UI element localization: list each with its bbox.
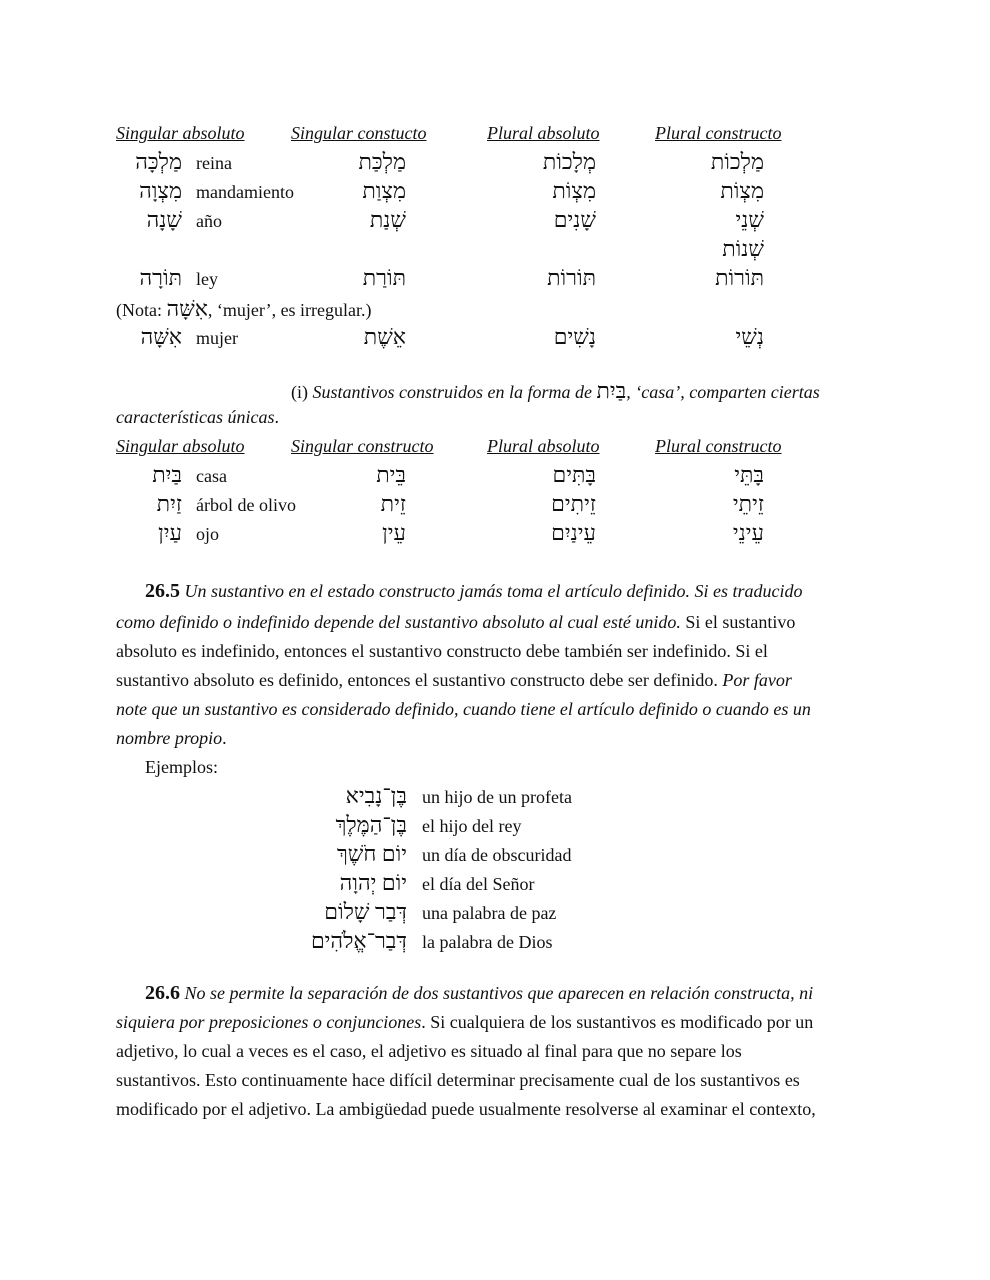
table2-row2-gloss: árbol de olivo (196, 495, 296, 515)
table2-row1-plural-construct: בָּתֵּי (734, 462, 764, 487)
section-26-5-line3: absoluto es indefinido, entonces el sustantivo constructo debe también ser indefinido. Si el (116, 641, 768, 661)
table2-row2-plural-absolute: זֵיתִים (551, 491, 596, 516)
table2-row2-singular-absolute: זַיִת (156, 491, 182, 516)
section-26-6-line1 (145, 982, 813, 1005)
section-26-5-line6 (116, 728, 227, 749)
section-26-5-l1: Un sustantivo en el estado constructo jamás toma el artículo definido. Si es traducido (180, 581, 803, 601)
table1-irregular-gloss: mujer (196, 328, 238, 348)
table2-row2-plural-construct: זֵיתֵי (732, 491, 764, 516)
section-26-6-l1: No se permite la separación de dos sustantivos que aparecen en relación constructa, ni (180, 983, 814, 1003)
table1-row4-singular-absolute: תּוֹרָה (139, 265, 182, 290)
section-26-5-line5: note que un sustantivo es considerado definido, cuando tiene el artículo definido o cuando es un (116, 699, 811, 719)
table1-row3-singular-absolute: שָׁנָה (146, 207, 182, 232)
section-26-5-l2-normal: Si el sustantivo (680, 612, 796, 632)
example-4-hebrew: יוֹם יְהוָה (339, 870, 407, 895)
table2-row3-plural-absolute: עֵינַיִם (551, 520, 596, 545)
table2-row1-gloss: casa (196, 466, 227, 486)
table1-irregular-singular-absolute: אִשָּׁה (140, 324, 182, 349)
table2-row3-singular-construct: עֵין (382, 520, 406, 545)
example-6-hebrew: דְּבַר־אֱלֹהִים (310, 928, 407, 953)
table2-row1-plural-absolute: בָּתִּים (552, 462, 596, 487)
section-26-5-l6-end: . (222, 728, 227, 748)
section-26-5-line2 (116, 612, 795, 633)
table1-row3-plural-construct: שְׁנֵי (735, 207, 764, 232)
section-26-6-line4: sustantivos. Esto continuamente hace difícil determinar precisamente cual de los sustantivos es (116, 1070, 800, 1090)
example-2-gloss: el hijo del rey (422, 816, 522, 836)
example-1-hebrew: בֶּן־נָבִיא (345, 783, 407, 808)
section-26-6-line2 (116, 1012, 813, 1033)
table2-header-singular-absoluto: Singular absoluto (116, 436, 245, 456)
table1-row4-plural-construct: תּוֹרוֹת (715, 265, 764, 290)
table2-row2-singular-construct: זֵית (380, 491, 406, 516)
intro-i-italic-a: Sustantivos construidos en la forma de (312, 382, 597, 402)
table2-header-plural-constructo: Plural constructo (655, 436, 782, 456)
table1-irregular-singular-construct: אֵשֶׁת (363, 324, 406, 349)
irregular-note-prefix: (Nota: (116, 300, 167, 320)
section-26-5-l4-italic: Por favor (722, 670, 792, 690)
irregular-note (116, 296, 372, 322)
table1-header-plural-absoluto: Plural absoluto (487, 123, 600, 143)
table1-row4-gloss: ley (196, 269, 218, 289)
section-26-5-l6-italic: nombre propio (116, 728, 223, 748)
example-3-gloss: un día de obscuridad (422, 845, 572, 865)
example-5-hebrew: דְּבַר שָׁלוֹם (324, 899, 407, 924)
table1-irregular-plural-absolute: נָשִׁים (553, 324, 596, 349)
table1-row1-plural-absolute: מְלָכוֹת (542, 149, 596, 174)
example-1-gloss: un hijo de un profeta (422, 787, 572, 807)
table2-row3-plural-construct: עֵינֵי (732, 520, 764, 545)
table2-row1-singular-construct: בֵּית (376, 462, 406, 487)
section-26-6-l2-italic: siquiera por preposiciones o conjunciones (116, 1012, 422, 1032)
table1-row2-plural-construct: מִצְוֹת (720, 178, 764, 203)
example-5-gloss: una palabra de paz (422, 903, 557, 923)
intro-i-hebrew: בַּיִת (596, 378, 627, 403)
table1-header-singular-absoluto: Singular absoluto (116, 123, 245, 143)
table1-irregular-plural-construct: נְשֵׁי (735, 324, 764, 349)
irregular-note-suffix: , ‘mujer’, es irregular.) (207, 300, 372, 320)
intro-i-line2-end: . (274, 407, 279, 427)
table1-row2-plural-absolute: מִצְוֹת (552, 178, 596, 203)
table1-row3-singular-construct: שְׁנַת (369, 207, 406, 232)
example-6-gloss: la palabra de Dios (422, 932, 553, 952)
table2-header-plural-absoluto: Plural absoluto (487, 436, 600, 456)
example-2-hebrew: בֶּן־הַמֶּלֶךְ (335, 812, 407, 837)
table1-row2-gloss: mandamiento (196, 182, 294, 202)
table1-header-singular-constructo: Singular constucto (291, 123, 427, 143)
table2-row1-singular-absolute: בַּיִת (152, 462, 182, 487)
intro-i-prefix: (i) (291, 382, 313, 402)
section-26-5-line1 (145, 580, 802, 603)
table1-row2-singular-construct: מִצְוַת (362, 178, 406, 203)
example-4-gloss: el día del Señor (422, 874, 535, 894)
intro-i-italic-b: , ‘casa’, comparten ciertas (626, 382, 820, 402)
section-26-6-line3: adjetivo, lo cual a veces es el caso, el adjetivo es situado al final para que no separe los (116, 1041, 742, 1061)
table2-row3-gloss: ojo (196, 524, 220, 544)
example-3-hebrew: יוֹם חֹשֶׁךְ (336, 841, 407, 866)
section-26-6-number: 26.6 (145, 982, 180, 1004)
table1-row3-plural-construct-alt: שְׁנוֹת (722, 236, 764, 261)
table1-header-plural-constructo: Plural constructo (655, 123, 782, 143)
section-26-5-l4-normal: sustantivo absoluto es definido, entonces el sustantivo constructo debe ser definido. (116, 670, 723, 690)
table1-row2-singular-absolute: מִצְוָה (139, 178, 182, 203)
section-26-5-line4 (116, 670, 792, 691)
irregular-note-hebrew: אִשָּׁה (166, 296, 208, 321)
table1-row4-plural-absolute: תּוֹרוֹת (547, 265, 596, 290)
section-26-6-line5: modificado por el adjetivo. La ambigüedad puede usualmente resolverse al examinar el contexto, (116, 1099, 816, 1119)
examples-label: Ejemplos: (145, 757, 218, 777)
table1-row1-plural-construct: מַלְכוֹת (710, 149, 764, 174)
table1-row1-singular-absolute: מַלְכָּה (135, 149, 182, 174)
intro-i-line2-italic: características únicas (116, 407, 275, 427)
table1-row4-singular-construct: תּוֹרַת (362, 265, 406, 290)
table1-row1-gloss: reina (196, 153, 232, 173)
table2-header-singular-constructo: Singular constructo (291, 436, 434, 456)
table1-row3-plural-absolute: שָׁנִים (553, 207, 596, 232)
section-26-5-number: 26.5 (145, 580, 180, 602)
intro-i-line2 (116, 407, 279, 428)
table1-row1-singular-construct: מַלְכַּת (358, 149, 406, 174)
section-26-5-l2-italic: como definido o indefinido depende del sustantivo absoluto al cual esté unido. (116, 612, 681, 632)
section-26-6-l2-normal: . Si cualquiera de los sustantivos es modificado por un (421, 1012, 814, 1032)
table1-row3-gloss: año (196, 211, 222, 231)
table2-row3-singular-absolute: עַיִן (158, 520, 182, 545)
intro-i-line1 (291, 378, 820, 404)
